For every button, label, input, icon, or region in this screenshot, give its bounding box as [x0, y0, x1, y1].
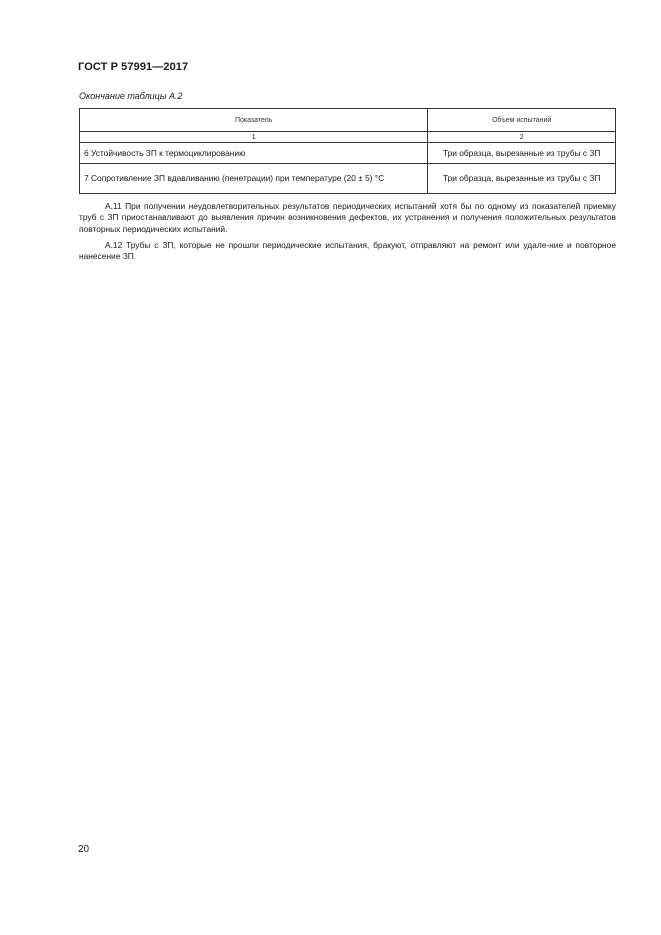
standard-code: ГОСТ Р 57991—2017 — [78, 61, 189, 73]
volume-cell: Три образца, вырезанные из трубы с ЗП — [428, 164, 616, 194]
results-table — [79, 108, 616, 194]
table-header-row — [80, 109, 616, 132]
paragraph-a11 — [79, 201, 616, 235]
column-header-volume: Объем испытаний — [428, 109, 616, 132]
paragraph-a12-text: А.12 Трубы с ЗП, которые не прошли периодические испытания, бракуют, отправляют на ремонт или удале-ние и повторное нанесение ЗП. — [79, 240, 616, 262]
column-number-1: 1 — [80, 132, 428, 143]
table-row — [80, 164, 616, 194]
table-row — [80, 143, 616, 164]
paragraph-a12 — [79, 240, 616, 263]
paragraph-a11-text: А.11 При получении неудовлетворительных результатов периодических испытаний хотя бы по одному из показателей приемку труб с ЗП приостанавливают до выявления причин возникновения дефектов, их устранения и получения положительных результатов повторных периодических испытаний. — [79, 201, 616, 234]
indicator-cell: 7 Сопротивление ЗП вдавливанию (пенетрации) при температуре (20 ± 5) °С — [80, 164, 428, 194]
column-header-indicator: Показатель — [80, 109, 428, 132]
table-caption: Окончание таблицы А.2 — [79, 91, 183, 101]
indicator-cell: 6 Устойчивость ЗП к термоциклированию — [80, 143, 428, 164]
volume-cell: Три образца, вырезанные из трубы с ЗП — [428, 143, 616, 164]
column-number-2: 2 — [428, 132, 616, 143]
column-number-row — [80, 132, 616, 143]
page-number: 20 — [78, 844, 90, 855]
